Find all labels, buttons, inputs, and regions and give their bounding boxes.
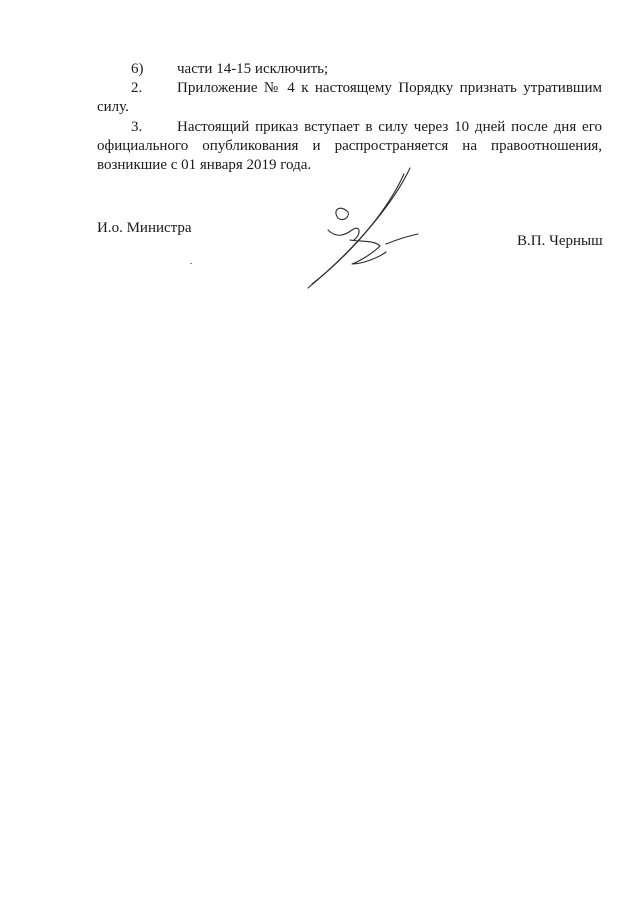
item-number: 2. xyxy=(131,80,143,96)
item-number: 3. xyxy=(131,119,143,135)
item-text-continuation: силу. xyxy=(97,99,129,115)
handwritten-signature xyxy=(300,160,430,295)
list-item xyxy=(97,79,602,117)
signer-title: И.о. Министра xyxy=(97,220,192,236)
item-text: Приложение № 4 к настоящему Порядку признать утратившим xyxy=(177,80,602,96)
scan-speck xyxy=(190,263,192,264)
list-item xyxy=(97,60,602,79)
signer-name: В.П. Черныш xyxy=(517,233,603,249)
item-text: части 14-15 исключить; xyxy=(177,61,329,77)
item-text: Настоящий приказ вступает в силу через 10 дней после дня его xyxy=(177,119,602,135)
item-text-continuation: официального опубликования и распространяется на правоотношения, возникшие с 01 января 2019 года. xyxy=(97,138,602,173)
item-number: 6) xyxy=(131,61,144,77)
